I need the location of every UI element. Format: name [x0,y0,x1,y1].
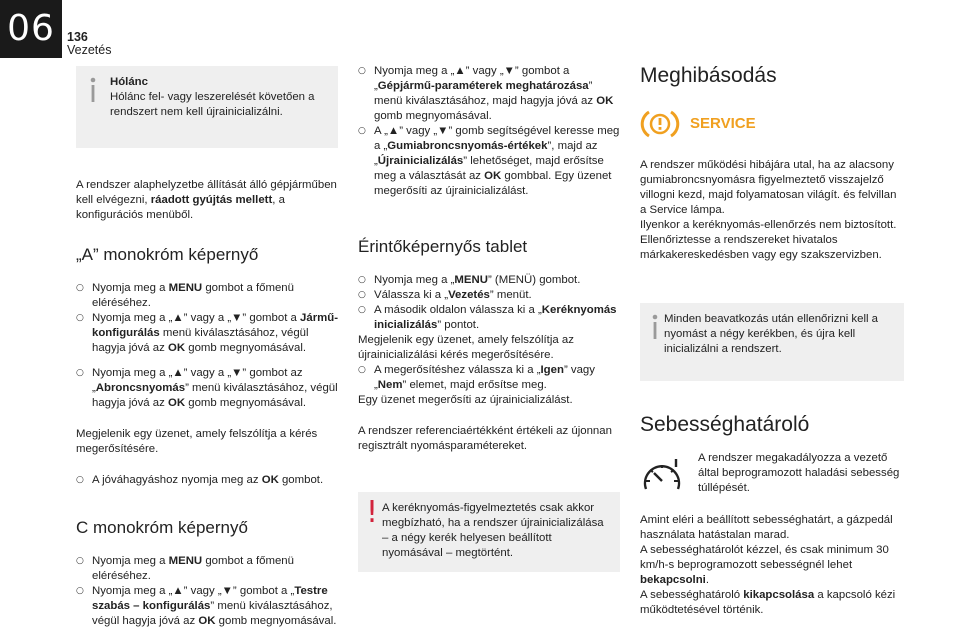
list-item [358,288,620,303]
bullet-icon: ○ [76,475,84,485]
speed-limiter-description: A rendszer megakadályozza a vezető által beprogramozott haladási sebesség túllépését. [698,452,900,494]
section-title-fault: Meghibásodás [640,64,777,87]
list-item-text: A „▲” vagy „▼” gomb segítségével keresse meg a „Gumiabroncsnyomás-értékek”, majd az „Újrainicializálás” lehetőséget, majd erősítse meg a választását az OK gombbal. Egy üzenet megerősíti az újrainicializálást. [374,125,620,197]
bullet-icon: ○ [358,365,366,375]
warning-text: A keréknyomás-figyelmeztetés csak akkor megbízható, ha a rendszer újrainicializálása – a négy kerék helyesen beállított nyomásával – megtörtént. [382,502,604,559]
speedometer-icon [640,457,684,497]
info-box-text: Hólánc fel- vagy leszerelését követően a rendszert nem kell újrainicializálni. [110,91,315,118]
bullet-icon: ○ [358,290,366,300]
list-item [76,366,338,411]
steps-config-continued [358,64,620,199]
list-item-text: Nyomja meg a „MENU” (MENÜ) gombot. [374,274,581,286]
steps-c-mono [76,554,338,629]
section-title-speed-limiter: Sebességhatároló [640,413,810,436]
list-item [76,554,338,584]
list-item-text: Nyomja meg a „▲” vagy „▼” gombot a „Gépjármű-paraméterek meghatározása” menü kiválasztásához, majd hagyja jóvá az OK gomb megnyomásával. [374,65,614,122]
list-item [76,584,338,629]
fault-text: A rendszer működési hibájára utal, ha az alacsony gumiabroncsnyomásra figyelmeztető visszajelző villogni kezd, majd folyamatosan világít. és felvillan a Service lámpa. [640,159,897,216]
service-label: SERVICE [690,115,756,132]
section-title-a-mono: „A” monokróm képernyő [76,245,259,264]
list-item [358,124,620,199]
speed-limiter-text: Amint eléri a beállított sebességhatárt, a gázpedál használata hatástalan marad. [640,514,893,541]
reset-intro: A rendszer alaphelyzetbe állítását álló gépjárműben kell elvégezni, ráadott gyújtás mellett, a konfigurációs menüből. [76,179,337,221]
list-item [358,303,620,333]
column-1 [76,66,338,629]
info-box-text: Minden beavatkozás után ellenőrizni kell a nyomást a négy kerékben, és újra kell inicializálni a rendszert. [664,313,879,355]
steps-a-mono [76,281,338,411]
list-item: ○ A jóváhagyáshoz nyomja meg az OK gombot. [76,474,324,486]
info-icon [86,76,100,104]
bullet-icon: ○ [76,313,84,323]
bullet-icon: ○ [358,126,366,136]
bullet-icon: ○ [76,368,84,378]
confirm-message-note: Megjelenik egy üzenet, amely felszólítja a kérés megerősítésére. [76,428,318,455]
tablet-confirm-note: Megjelenik egy üzenet, amely felszólítja az újrainicializálási kérés megerősítésére. [358,334,574,361]
bullet-icon: ○ [76,283,84,293]
page-number: 136 [67,30,88,44]
list-item [358,64,620,124]
list-item-text: Nyomja meg a „▲” vagy a „▼” gombot a Jármű-konfigurálás menü kiválasztásához, végül hagyja jóvá az OK gomb megnyomásával. [92,312,339,354]
speed-limiter-intro [640,451,904,497]
info-box-reinit [640,303,904,381]
list-item-text: Nyomja meg a MENU gombot a főmenü eléréséhez. [92,282,294,309]
list-item-text: A második oldalon válassza ki a „Keréknyomás inicializálás” pontot. [374,304,617,331]
service-indicator [640,108,904,142]
section-title-tablet: Érintőképernyős tablet [358,237,528,256]
column-2 [358,64,620,572]
info-box-snow-chains [76,66,338,148]
column-3 [640,64,904,618]
info-box-title: Hólánc [110,76,148,88]
bullet-icon: ○ [76,556,84,566]
bullet-icon: ○ [358,66,366,76]
list-item [76,281,338,311]
steps-tablet [358,273,620,333]
service-warning-icon [640,108,680,142]
fault-text: Ilyenkor a keréknyomás-ellenőrzés nem biztosított. [640,219,897,231]
list-item [76,311,338,356]
bullet-icon: ○ [358,305,366,315]
speed-limiter-text: A sebességhatároló kikapcsolása a kapcsoló kézi működtetésével történik. [640,589,896,616]
info-icon [648,313,662,341]
bullet-icon: ○ [358,275,366,285]
list-item: ○ A megerősítéshez válassza ki a „Igen” vagy „Nem” elemet, majd erősítse meg. [358,364,595,391]
section-title-c-mono: C monokróm képernyő [76,518,248,537]
bullet-icon: ○ [76,586,84,596]
fault-text: Ellenőriztesse a rendszereket hivatalos márkakereskedésben vagy egy szakszervizben. [640,234,882,261]
chapter-tab: 06 [0,0,62,58]
list-item-text: Válassza ki a „Vezetés” menüt. [374,289,532,301]
list-item-text: Nyomja meg a „▲” vagy „▼” gombot a „Testre szabás – konfigurálás” menü kiválasztásához, végül hagyja jóvá az OK gomb megnyomásával. [92,585,337,627]
list-item [358,273,620,288]
list-item-text: Nyomja meg a MENU gombot a főmenü eléréséhez. [92,555,294,582]
reference-note: A rendszer referenciaértékként értékeli az újonnan regisztrált nyomásparamétereket. [358,425,612,452]
section-name: Vezetés [67,43,112,57]
tablet-result-note: Egy üzenet megerősíti az újrainicializálást. [358,394,573,406]
exclamation-icon: ! [366,495,379,530]
speed-limiter-text: A sebességhatárolót kézzel, és csak minimum 30 km/h-s beprogramozott sebességnél lehet bekapcsolni. [640,544,889,586]
warning-box [358,492,620,572]
list-item-text: Nyomja meg a „▲” vagy a „▼” gombot az „Abroncsnyomás” menü kiválasztásához, végül hagyja jóvá az OK gomb megnyomásával. [92,367,338,409]
